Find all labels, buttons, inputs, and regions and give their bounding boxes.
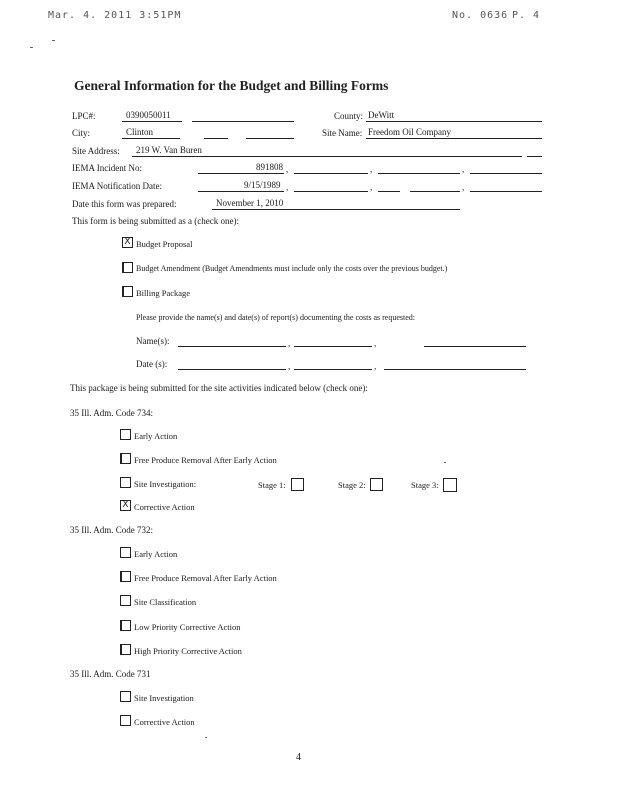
county-underline (366, 121, 542, 122)
report-name-line-1[interactable] (178, 346, 286, 347)
date-prepared-underline (212, 209, 460, 210)
734-early-action-checkbox[interactable] (120, 429, 131, 440)
site-name-value[interactable]: Freedom Oil Company (368, 127, 451, 137)
scan-speck (52, 40, 55, 41)
stage-1-label: Stage 1: (258, 480, 286, 490)
check-mark-icon: X (124, 237, 131, 247)
date-prepared-value[interactable]: November 1, 2010 (216, 198, 284, 208)
732-low-priority-label: Low Priority Corrective Action (134, 622, 241, 632)
budget-amendment-label: Budget Amendment (Budget Amendments must include only the costs over the previous budget.) (136, 264, 448, 273)
city-underline (122, 138, 180, 139)
form-title: General Information for the Budget and Billing Forms (74, 78, 389, 93)
lpc-label: LPC#: (72, 111, 96, 121)
separator: , (462, 182, 465, 192)
separator: , (370, 164, 373, 174)
fax-page: P. 4 (512, 10, 541, 21)
separator: , (370, 182, 373, 192)
fax-date-time: Mar. 4. 2011 3:51PM (48, 10, 182, 21)
scan-speck (444, 462, 446, 463)
731-corrective-action-label: Corrective Action (134, 717, 195, 727)
731-corrective-action-checkbox[interactable] (120, 715, 131, 726)
stage-2-label: Stage 2: (338, 480, 366, 490)
notification-underline (198, 191, 284, 192)
stage-3-checkbox[interactable] (443, 478, 457, 492)
lpc-extra-line (192, 121, 294, 122)
county-value[interactable]: DeWitt (368, 110, 395, 120)
incident-line-2 (294, 173, 368, 174)
separator: , (288, 338, 291, 348)
report-name-line-3[interactable] (424, 346, 526, 347)
site-name-underline (366, 138, 542, 139)
incident-underline (198, 173, 284, 174)
scan-speck (30, 47, 33, 48)
page-number: 4 (296, 752, 301, 763)
county-label: County: (334, 111, 364, 121)
report-names-label: Name(s): (136, 336, 170, 346)
734-free-product-checkbox[interactable] (120, 453, 131, 464)
732-low-priority-checkbox[interactable] (120, 620, 131, 631)
notification-line-2 (294, 191, 368, 192)
732-high-priority-label: High Priority Corrective Action (134, 646, 242, 656)
734-corrective-action-checkbox[interactable] (120, 500, 131, 511)
form-type-prompt: This form is being submitted as a (check one): (72, 216, 239, 226)
section-732-title: 35 Ill. Adm. Code 732: (70, 525, 153, 535)
separator: , (286, 182, 289, 192)
notification-line-3b (410, 191, 460, 192)
report-date-line-2[interactable] (294, 369, 372, 370)
732-early-action-checkbox[interactable] (120, 547, 131, 558)
734-site-investigation-checkbox[interactable] (120, 477, 131, 488)
734-early-action-label: Early Action (134, 431, 178, 441)
732-site-classification-checkbox[interactable] (120, 595, 131, 606)
731-site-investigation-checkbox[interactable] (120, 691, 131, 702)
732-free-product-checkbox[interactable] (120, 571, 131, 582)
732-site-classification-label: Site Classification (134, 597, 197, 607)
activities-prompt: This package is being submitted for the site activities indicated below (check one): (70, 383, 368, 393)
notification-line-3a (378, 191, 400, 192)
732-free-product-label: Free Produce Removal After Early Action (134, 573, 277, 583)
check-mark-icon: X (122, 500, 129, 510)
stage-3-label: Stage 3: (411, 480, 439, 490)
separator: , (462, 164, 465, 174)
731-site-investigation-label: Site Investigation (134, 693, 194, 703)
budget-proposal-checkbox[interactable] (122, 237, 133, 248)
732-early-action-label: Early Action (134, 549, 178, 559)
billing-package-checkbox[interactable] (122, 286, 133, 297)
report-date-line-1[interactable] (178, 369, 286, 370)
site-address-extra-line (527, 156, 542, 157)
billing-package-label: Billing Package (136, 288, 191, 298)
site-address-label: Site Address: (72, 146, 120, 156)
reports-prompt: Please provide the name(s) and date(s) of report(s) documenting the costs as requested: (136, 313, 416, 322)
section-734-title: 35 Ill. Adm. Code 734: (70, 408, 153, 418)
city-extra-line-2 (246, 138, 294, 139)
734-site-investigation-label: Site Investigation: (134, 479, 197, 489)
city-extra-line-1 (204, 138, 228, 139)
stage-1-checkbox[interactable] (291, 478, 304, 491)
budget-amendment-checkbox[interactable] (122, 262, 133, 273)
notification-value[interactable]: 9/15/1989 (244, 180, 281, 190)
734-corrective-action-label: Corrective Action (134, 502, 195, 512)
city-label: City: (72, 128, 91, 138)
separator: , (288, 361, 291, 371)
report-dates-label: Date (s): (136, 359, 168, 369)
732-high-priority-checkbox[interactable] (120, 644, 131, 655)
incident-line-3 (378, 173, 460, 174)
stage-2-checkbox[interactable] (370, 478, 383, 491)
date-prepared-label: Date this form was prepared: (72, 199, 177, 209)
city-value[interactable]: Clinton (126, 127, 154, 137)
report-date-line-3[interactable] (384, 369, 526, 370)
notification-line-4 (470, 191, 542, 192)
separator: , (374, 361, 377, 371)
site-address-value[interactable]: 219 W. Van Buren (136, 145, 202, 155)
site-name-label: Site Name: (322, 128, 363, 138)
incident-value[interactable]: 891808 (256, 162, 283, 172)
section-731-title: 35 Ill. Adm. Code 731 (70, 669, 151, 679)
lpc-value[interactable]: 0390050011 (126, 110, 171, 120)
separator: , (286, 164, 289, 174)
notification-label: IEMA Notification Date: (72, 181, 162, 191)
incident-label: IEMA Incident No: (72, 163, 142, 173)
scan-speck (205, 737, 207, 738)
734-free-product-label: Free Produce Removal After Early Action (134, 455, 277, 465)
incident-line-4 (470, 173, 542, 174)
separator: , (374, 338, 377, 348)
fax-number: No. 0636 (452, 10, 509, 21)
budget-proposal-label: Budget Proposal (136, 239, 193, 249)
site-address-underline (132, 156, 522, 157)
report-name-line-2[interactable] (294, 346, 372, 347)
lpc-underline (122, 121, 182, 122)
